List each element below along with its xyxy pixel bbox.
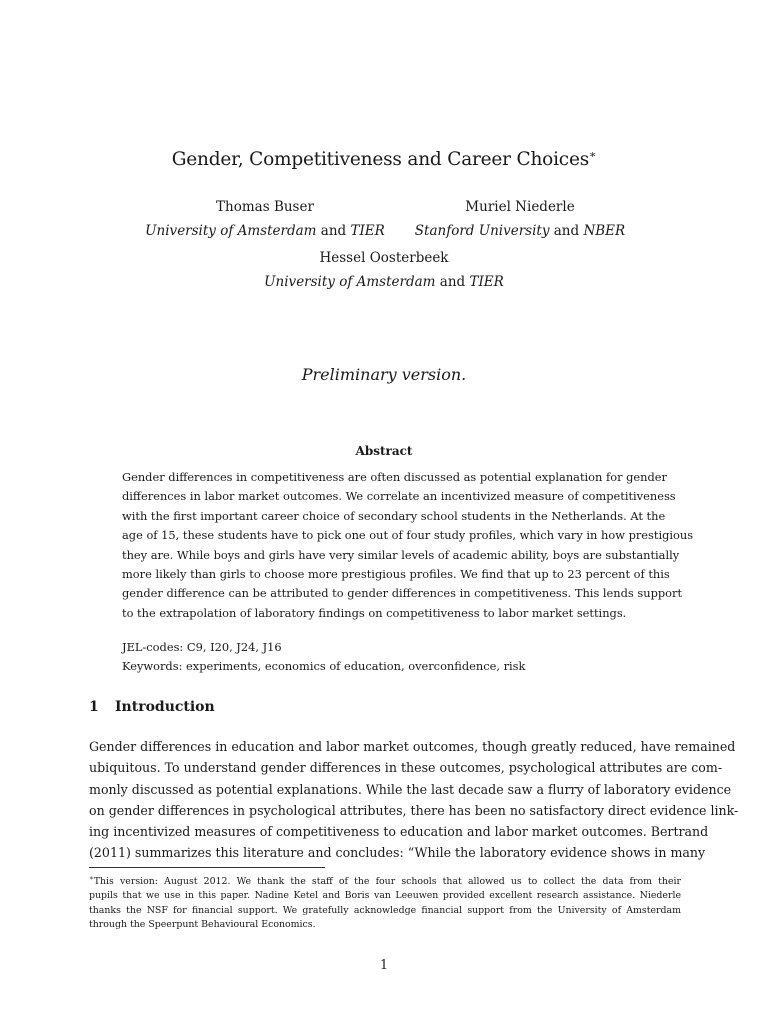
abstract-heading: Abstract bbox=[355, 444, 413, 458]
footnote-line: pupils that we use in this paper. Nadine Ketel and Boris van Leeuwen provided excellent research assistance. Niederle bbox=[89, 890, 681, 902]
body-line: ing incentivized measures of competitiveness to education and labor market outcomes. Bertrand bbox=[89, 824, 709, 840]
abstract-line: age of 15, these students have to pick one out of four study profiles, which vary in how prestigious bbox=[122, 528, 694, 543]
author-name: Muriel Niederle bbox=[465, 199, 575, 215]
author-affiliation: University of Amsterdam and TIER bbox=[145, 223, 385, 239]
classification-block bbox=[122, 638, 646, 676]
abstract-line: with the first important career choice of secondary school students in the Netherlands. At the bbox=[122, 508, 666, 523]
section-number: 1 bbox=[89, 699, 99, 715]
section-title: Introduction bbox=[115, 699, 215, 715]
section-heading bbox=[89, 699, 215, 715]
body-line: (2011) summarizes this literature and concludes: “While the laboratory evidence shows in many bbox=[89, 845, 706, 861]
author-block-buser bbox=[140, 195, 390, 243]
preliminary-version-note: Preliminary version. bbox=[301, 365, 467, 384]
body-line: monly discussed as potential explanations. While the last decade saw a flurry of laboratory evidence bbox=[89, 781, 732, 797]
footnote-rule bbox=[89, 867, 325, 868]
keywords: Keywords: experiments, economics of education, overconfidence, risk bbox=[122, 659, 526, 673]
abstract-line: they are. While boys and girls have very similar levels of academic ability, boys are substantially bbox=[122, 547, 680, 562]
footnote-line: ∗This version: August 2012. We thank the staff of the four schools that allowed us to collect the data from their bbox=[89, 874, 681, 888]
body-line: Gender differences in education and labor market outcomes, though greatly reduced, have remained bbox=[89, 739, 736, 754]
footnote-line: through the Speerpunt Behavioural Economics. bbox=[89, 918, 316, 930]
paper-title-text: Gender, Competitiveness and Career Choices bbox=[171, 149, 590, 171]
body-line: ubiquitous. To understand gender differences in these outcomes, psychological attributes are com- bbox=[89, 760, 723, 776]
abstract-body bbox=[122, 468, 694, 623]
title-footnote-mark: ∗ bbox=[589, 148, 597, 161]
author-block-niederle bbox=[410, 195, 630, 243]
paper-title bbox=[0, 148, 768, 170]
author-block-oosterbeek bbox=[234, 246, 534, 294]
author-name: Thomas Buser bbox=[216, 199, 314, 215]
body-line: on gender differences in psychological attributes, there has been no satisfactory direct evidence link- bbox=[89, 802, 739, 818]
author-affiliation: University of Amsterdam and TIER bbox=[264, 274, 504, 290]
footnote-line: thanks the NSF for financial support. We gratefully acknowledge financial support from the University of Amsterdam bbox=[89, 904, 681, 916]
page-number: 1 bbox=[379, 957, 388, 972]
abstract-line: to the extrapolation of laboratory findings on competitiveness to labor market settings. bbox=[122, 605, 627, 620]
author-name: Hessel Oosterbeek bbox=[319, 250, 449, 266]
abstract-line: Gender differences in competitiveness are often discussed as potential explanation for gender bbox=[122, 470, 667, 484]
jel-codes: JEL-codes: C9, I20, J24, J16 bbox=[122, 640, 282, 654]
abstract-line: more likely than girls to choose more prestigious profiles. We find that up to 23 percent of this bbox=[122, 567, 670, 582]
footnote bbox=[89, 871, 681, 932]
footnote-mark: ∗ bbox=[89, 874, 94, 882]
introduction-body bbox=[89, 736, 739, 864]
abstract-line: gender difference can be attributed to gender differences in competitiveness. This lends support bbox=[122, 586, 683, 601]
abstract-line: differences in labor market outcomes. We correlate an incentivized measure of competitiveness bbox=[122, 489, 676, 504]
author-affiliation: Stanford University and NBER bbox=[414, 223, 626, 239]
